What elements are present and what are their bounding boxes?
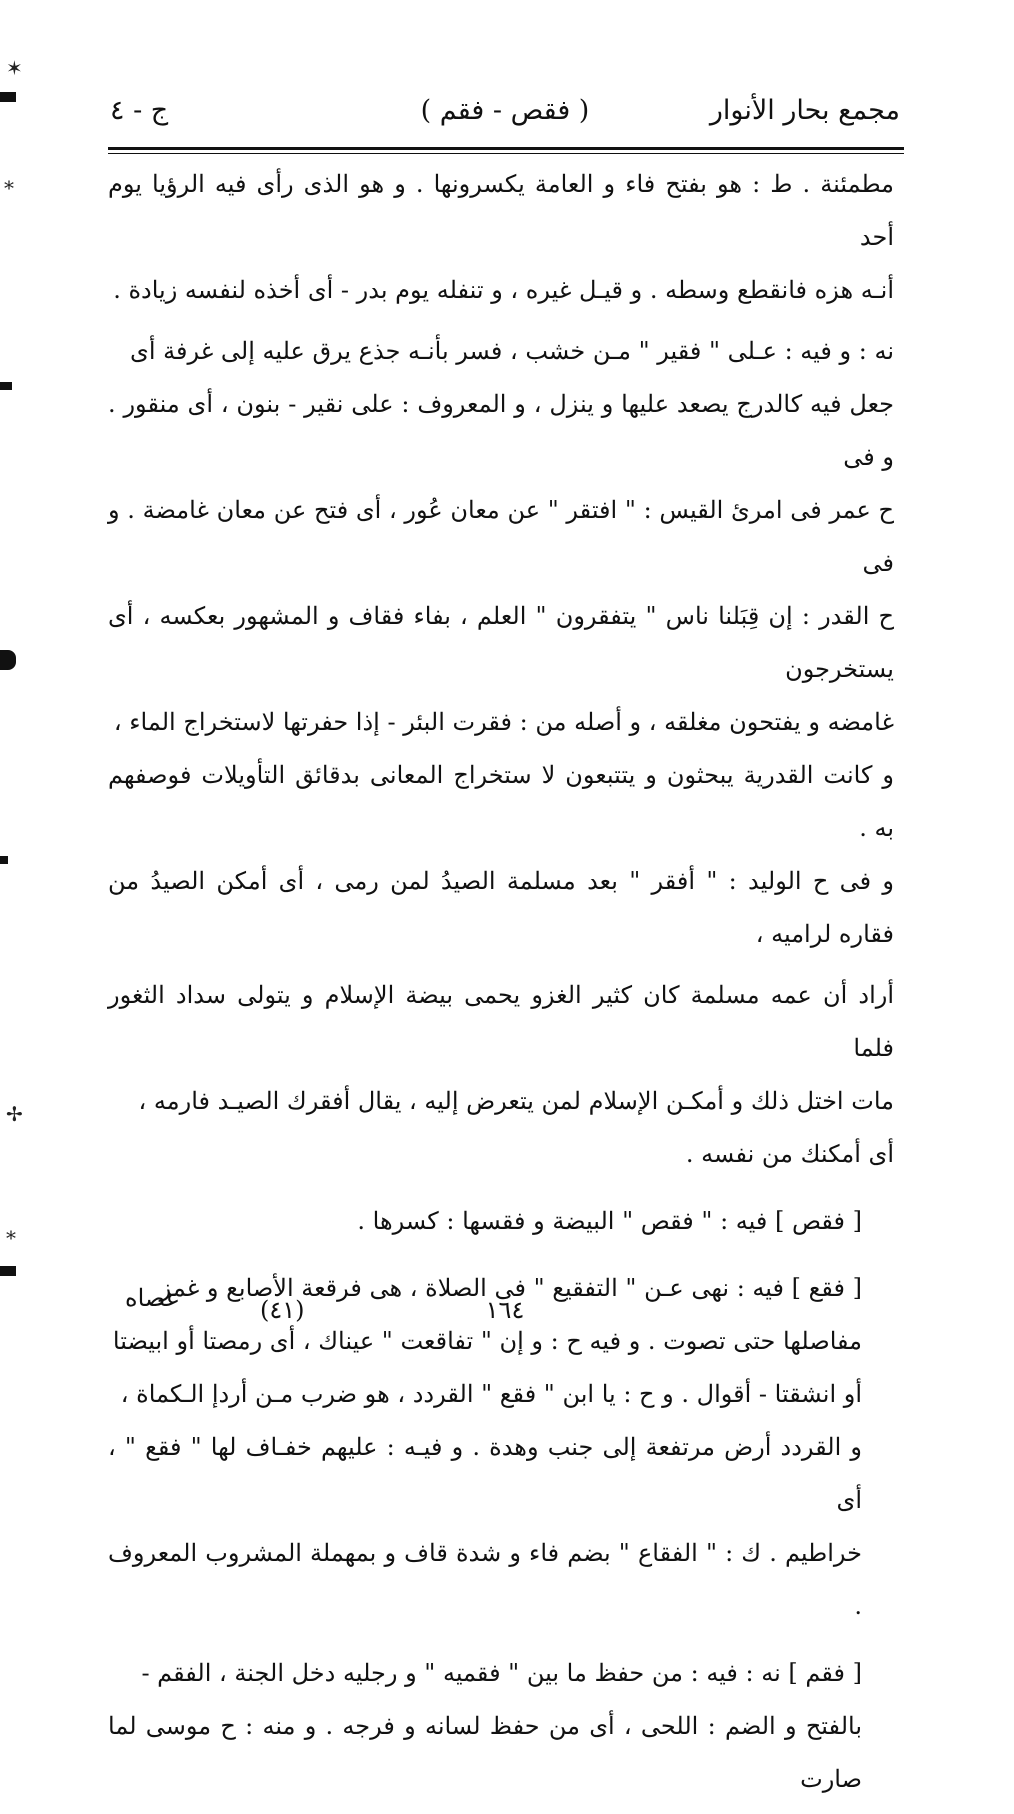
margin-bar-mark: [0, 1266, 16, 1276]
signature-mark: (٤١): [260, 1296, 305, 1324]
margin-bar-mark: [0, 650, 16, 670]
book-title: مجمع بحار الأنوار: [709, 95, 900, 126]
text-line: مفاصلها حتى تصوت . و فيه ح : و إن " تفاقعت " عيناك ، أى رمصتا أو ابيضتا: [112, 1327, 862, 1355]
text-line: [ فقم ] نه : فيه : من حفظ ما بين " فقميه " و رجليه دخل الجنة ، الفقم -: [141, 1659, 862, 1687]
margin-bar-mark: [0, 92, 16, 102]
text-line: غامضه و يفتحون مغلقه ، و أصله من : فقرت البئر - إذا حفرتها لاستخراج الماء ،: [113, 708, 894, 736]
running-header: [110, 95, 900, 135]
margin-star-icon: ⁎: [6, 1220, 16, 1244]
text-line: [ فقص ] فيه : " فقص " البيضة و فقسها : كسرها .: [357, 1207, 862, 1235]
margin-star-icon: ⁎: [4, 170, 14, 194]
entry-range: ( فقص - فقم ): [420, 95, 590, 126]
paragraph: [108, 158, 894, 317]
text-line: ح القدر : إن قِبَلنا ناس " يتفقرون " العلم ، بفاء فقاف و المشهور بعكسه ، أى يستخرجون: [108, 602, 894, 683]
margin-star-icon: ✢: [6, 1102, 23, 1126]
text-line: أنـه هزه فانقطع وسطه . و قيـل غيره ، و تنفله يوم بدر - أى أخذه لنفسه زيادة .: [113, 276, 894, 304]
text-line: و فى ح الوليد : " أفقر " بعد مسلمة الصيدُ لمن رمى ، أى أمكن الصيدُ من فقاره لراميه ،: [108, 867, 894, 948]
text-line: أى أمكنك من نفسه .: [685, 1140, 894, 1168]
margin-star-icon: ✶: [6, 56, 23, 80]
volume-label: ج - ٤: [110, 95, 169, 126]
entry-faqs: [108, 1195, 894, 1248]
text-line: أراد أن عمه مسلمة كان كثير الغزو يحمى بيضة الإسلام و يتولى سداد الثغور فلما: [108, 981, 894, 1062]
page-number: ١٦٤: [485, 1296, 525, 1324]
margin-bar-mark: [0, 856, 8, 864]
body-text: [108, 158, 894, 1814]
catchword: عصاه: [125, 1284, 181, 1312]
text-line: و القردد أرض مرتفعة إلى جنب وهدة . و فيـه : عليهم خفـاف لها " فقع " ، أى: [108, 1433, 862, 1514]
text-line: بالفتح و الضم : اللحى ، أى من حفظ لسانه و فرجه . و منه : ح موسى لما صارت: [108, 1712, 862, 1793]
text-line: مات اختل ذلك و أمكـن الإسلام لمن يتعرض إليه ، يقال أفقرك الصيـد فارمه ،: [138, 1087, 894, 1115]
text-line: [ فقع ] فيه : نهى عـن " التفقيع " فى الصلاة ، هى فرقعة الأصابع و غمز: [159, 1274, 862, 1302]
text-line: و كانت القدرية يبحثون و يتتبعون لا ستخراج المعانى بدقائق التأويلات فوصفهم به .: [108, 761, 894, 842]
header-rule-thick: [108, 147, 904, 150]
text-line: نه : و فيه : عـلى " فقير " مـن خشب ، فسر بأنـه جذع يرق عليه إلى غرفة أى: [130, 337, 894, 365]
text-line: جعل فيه كالدرج يصعد عليها و ينزل ، و المعروف : على نقير - بنون ، أى منقور . و فى: [108, 390, 894, 471]
entry-faqm: [108, 1647, 894, 1806]
margin-bar-mark: [0, 382, 12, 390]
paragraph: [108, 325, 894, 961]
header-rule-thin: [108, 153, 904, 154]
text-line: ح عمر فى امرئ القيس : " افتقر " عن معان عُور ، أى فتح عن معان غامضة . و فى: [108, 496, 894, 577]
text-line: أو انشقتا - أقوال . و ح : يا ابن " فقع " القردد ، هو ضرب مـن أردإ الـكماة ،: [120, 1380, 862, 1408]
paragraph: [108, 969, 894, 1181]
text-line: مطمئنة . ط : هو بفتح فاء و العامة يكسرونها . و هو الذى رأى فيه الرؤيا يوم أحد: [108, 170, 894, 251]
text-line: خراطيم . ك : " الفقاع " بضم فاء و شدة قاف و بمهملة المشروب المعروف .: [108, 1539, 862, 1620]
page-footer: [110, 1284, 900, 1328]
